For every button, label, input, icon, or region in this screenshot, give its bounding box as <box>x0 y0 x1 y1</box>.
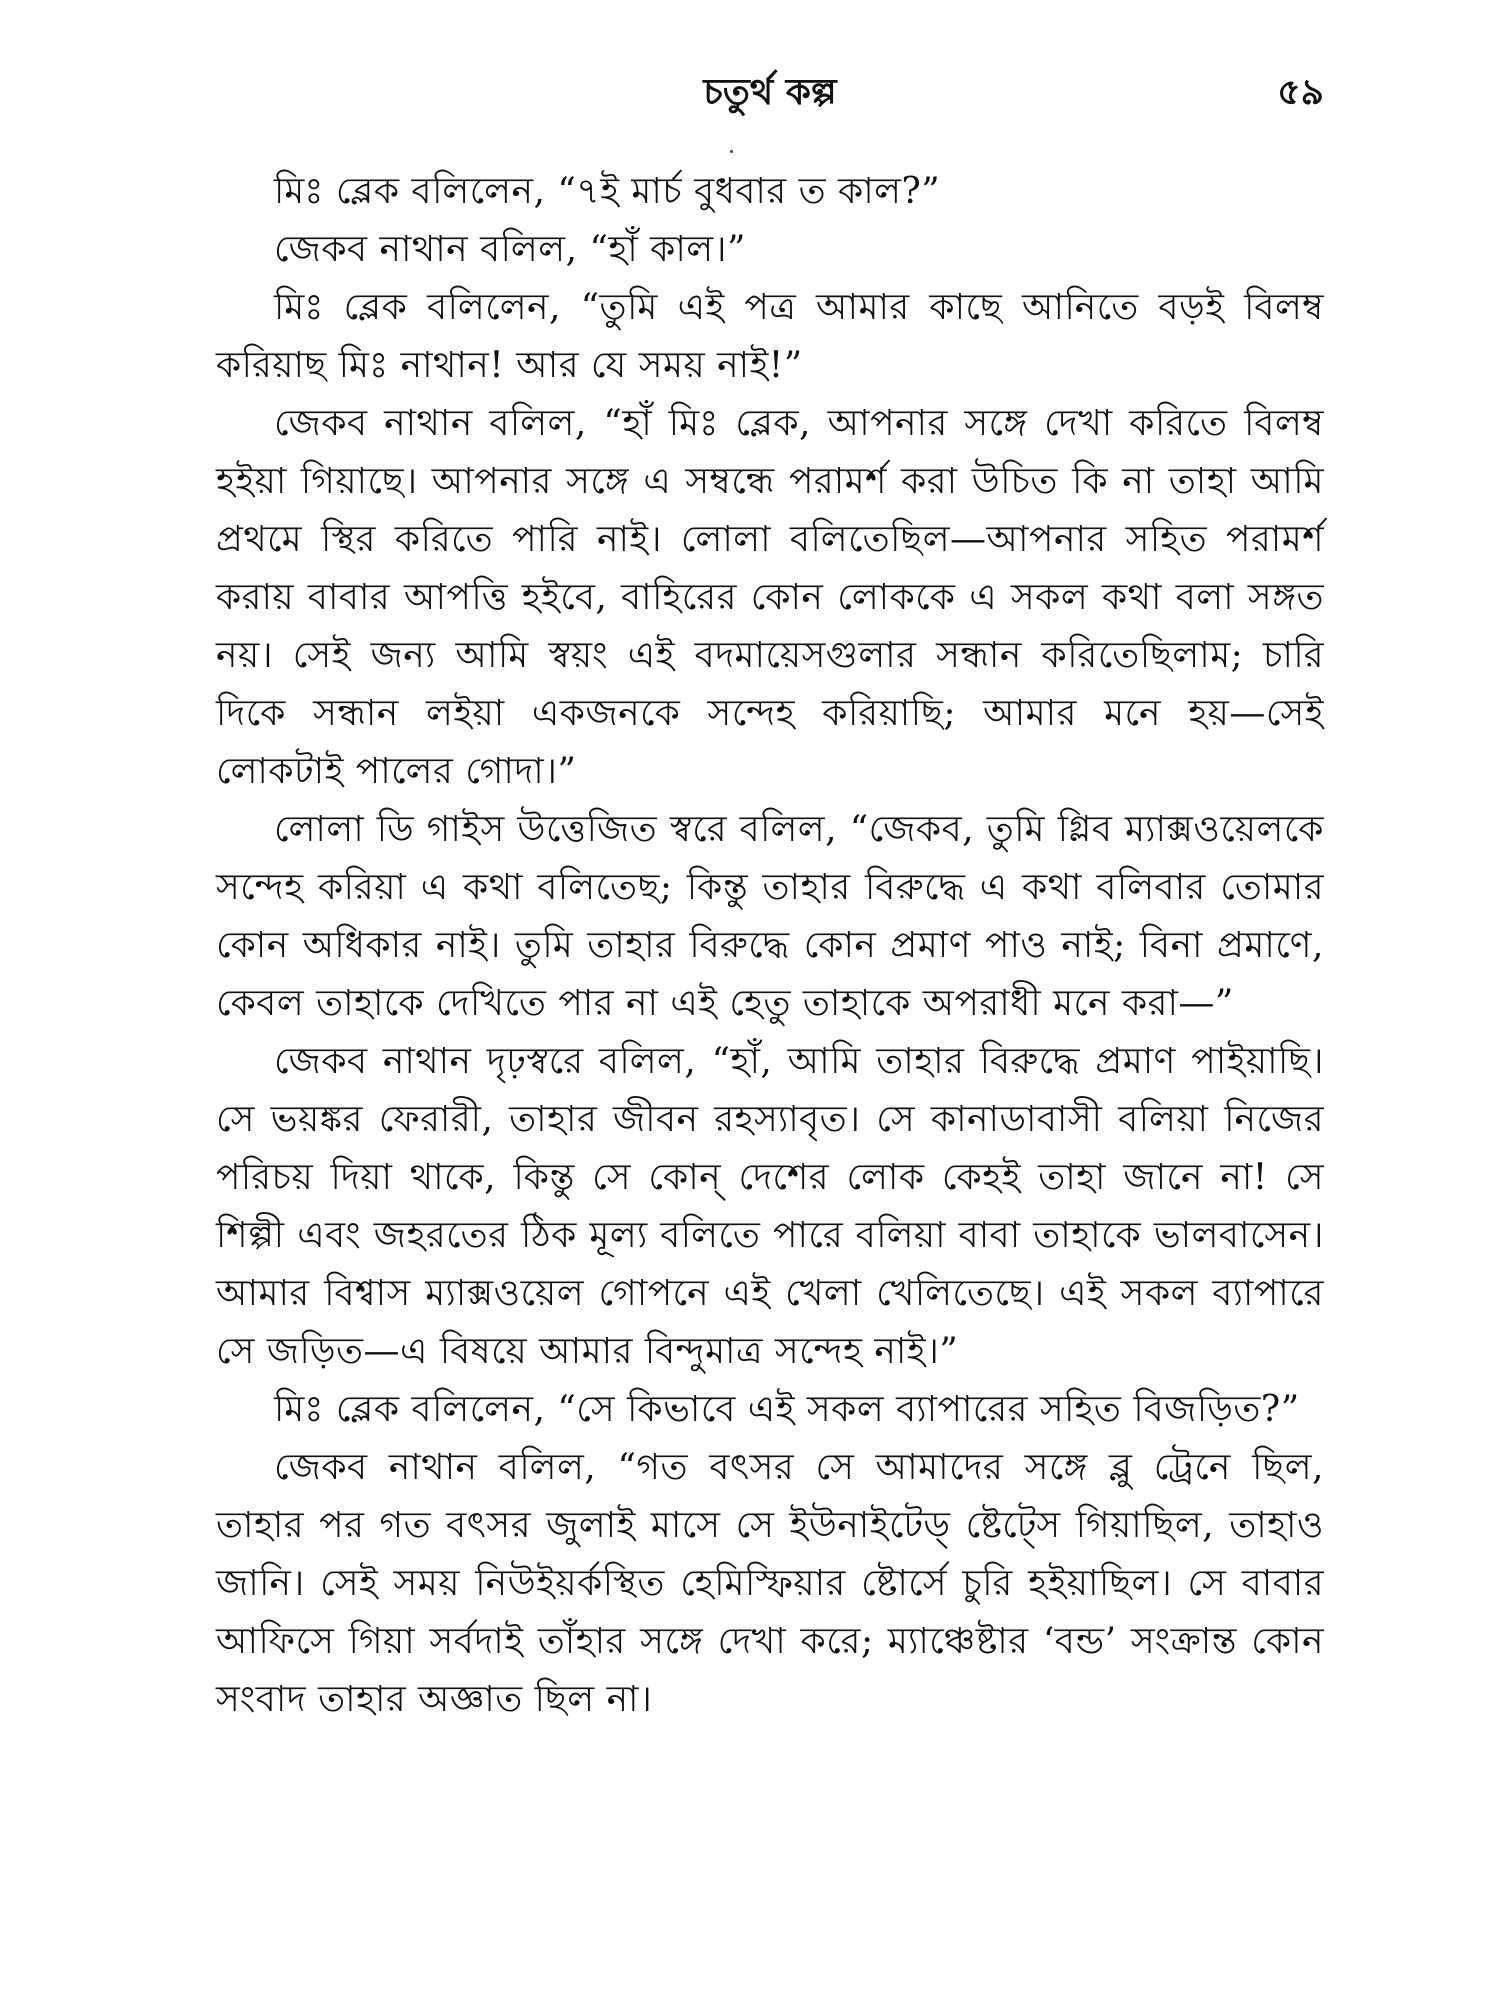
paragraph: জেকব নাথান দৃঢ়স্বরে বলিল, “হাঁ, আমি তাহার বিরুদ্ধে প্রমাণ পাইয়াছি। সে ভয়ঙ্কর ফেরারী, তাহার জীবন রহস্যাবৃত। সে কানাডাবাসী বলিয়া নিজের পরিচয় দিয়া থাকে, কিন্তু সে কোন্ দেশের লোক কেহই তাহা জানে না! সে শিল্পী এবং জহরতের ঠিক মূল্য বলিতে পারে বলিয়া বাবা তাহাকে ভালবাসেন। আমার বিশ্বাস ম্যাক্সওয়েল গোপনে এই খেলা খেলিতেছে। এই সকল ব্যাপারে সে জড়িত—এ বিষয়ে আমার বিন্দুমাত্র সন্দেহ নাই।” <box>216 1041 1324 1372</box>
paragraph: মিঃ ব্লেক বলিলেন, “সে কিভাবে এই সকল ব্যাপারের সহিত বিজড়িত?” <box>274 1389 1300 1430</box>
print-speck <box>730 150 733 153</box>
paragraph: মিঃ ব্লেক বলিলেন, “তুমি এই পত্র আমার কাছে আনিতে বড়ই বিলম্ব করিয়াছ মিঃ নাথান! আর যে সময় নাই!” <box>216 287 1324 386</box>
page-number: ৫৯ <box>1277 71 1324 113</box>
running-header <box>216 62 1324 122</box>
body-text <box>216 163 1324 1729</box>
paragraph: মিঃ ব্লেক বলিলেন, “৭ই মার্চ বুধবার ত কাল?” <box>274 171 941 212</box>
paragraph: জেকব নাথান বলিল, “হাঁ মিঃ ব্লেক, আপনার সঙ্গে দেখা করিতে বিলম্ব হইয়া গিয়াছে। আপনার সঙ্গে এ সম্বন্ধে পরামর্শ করা উচিত কি না তাহা আমি প্রথমে স্থির করিতে পারি নাই। লোলা বলিতেছিল—আপনার সহিত পরামর্শ করায় বাবার আপত্তি হইবে, বাহিরের কোন লোককে এ সকল কথা বলা সঙ্গত নয়। সেই জন্য আমি স্বয়ং এই বদমায়েসগুলার সন্ধান করিতেছিলাম; চারি দিকে সন্ধান লইয়া একজনকে সন্দেহ করিয়াছি; আমার মনে হয়—সেই লোকটাই পালের গোদা।” <box>216 403 1324 792</box>
paragraph: লোলা ডি গাইস উত্তেজিত স্বরে বলিল, “জেকব, তুমি গ্লিব ম্যাক্সওয়েলকে সন্দেহ করিয়া এ কথা বলিতেছ; কিন্তু তাহার বিরুদ্ধে এ কথা বলিবার তোমার কোন অধিকার নাই। তুমি তাহার বিরুদ্ধে কোন প্রমাণ পাও নাই; বিনা প্রমাণে, কেবল তাহাকে দেখিতে পার না এই হেতু তাহাকে অপরাধী মনে করা—” <box>216 809 1324 1024</box>
paragraph: জেকব নাথান বলিল, “হাঁ কাল।” <box>274 229 746 270</box>
chapter-title: চতুর্থ কল্প <box>703 71 837 113</box>
paragraph: জেকব নাথান বলিল, “গত বৎসর সে আমাদের সঙ্গে ব্লু ট্রেনে ছিল, তাহার পর গত বৎসর জুলাই মাসে সে ইউনাইটেড্ ষ্টেট্সে গিয়াছিল, তাহাও জানি। সেই সময় নিউইয়র্কস্থিত হেমিস্ফিয়ার ষ্টোর্সে চুরি হইয়াছিল। সে বাবার আফিসে গিয়া সর্বদাই তাঁহার সঙ্গে দেখা করে; ম্যাঞ্চেষ্টার ‘বন্ড’ সংক্রান্ত কোন সংবাদ তাহার অজ্ঞাত ছিল না। <box>216 1447 1324 1720</box>
